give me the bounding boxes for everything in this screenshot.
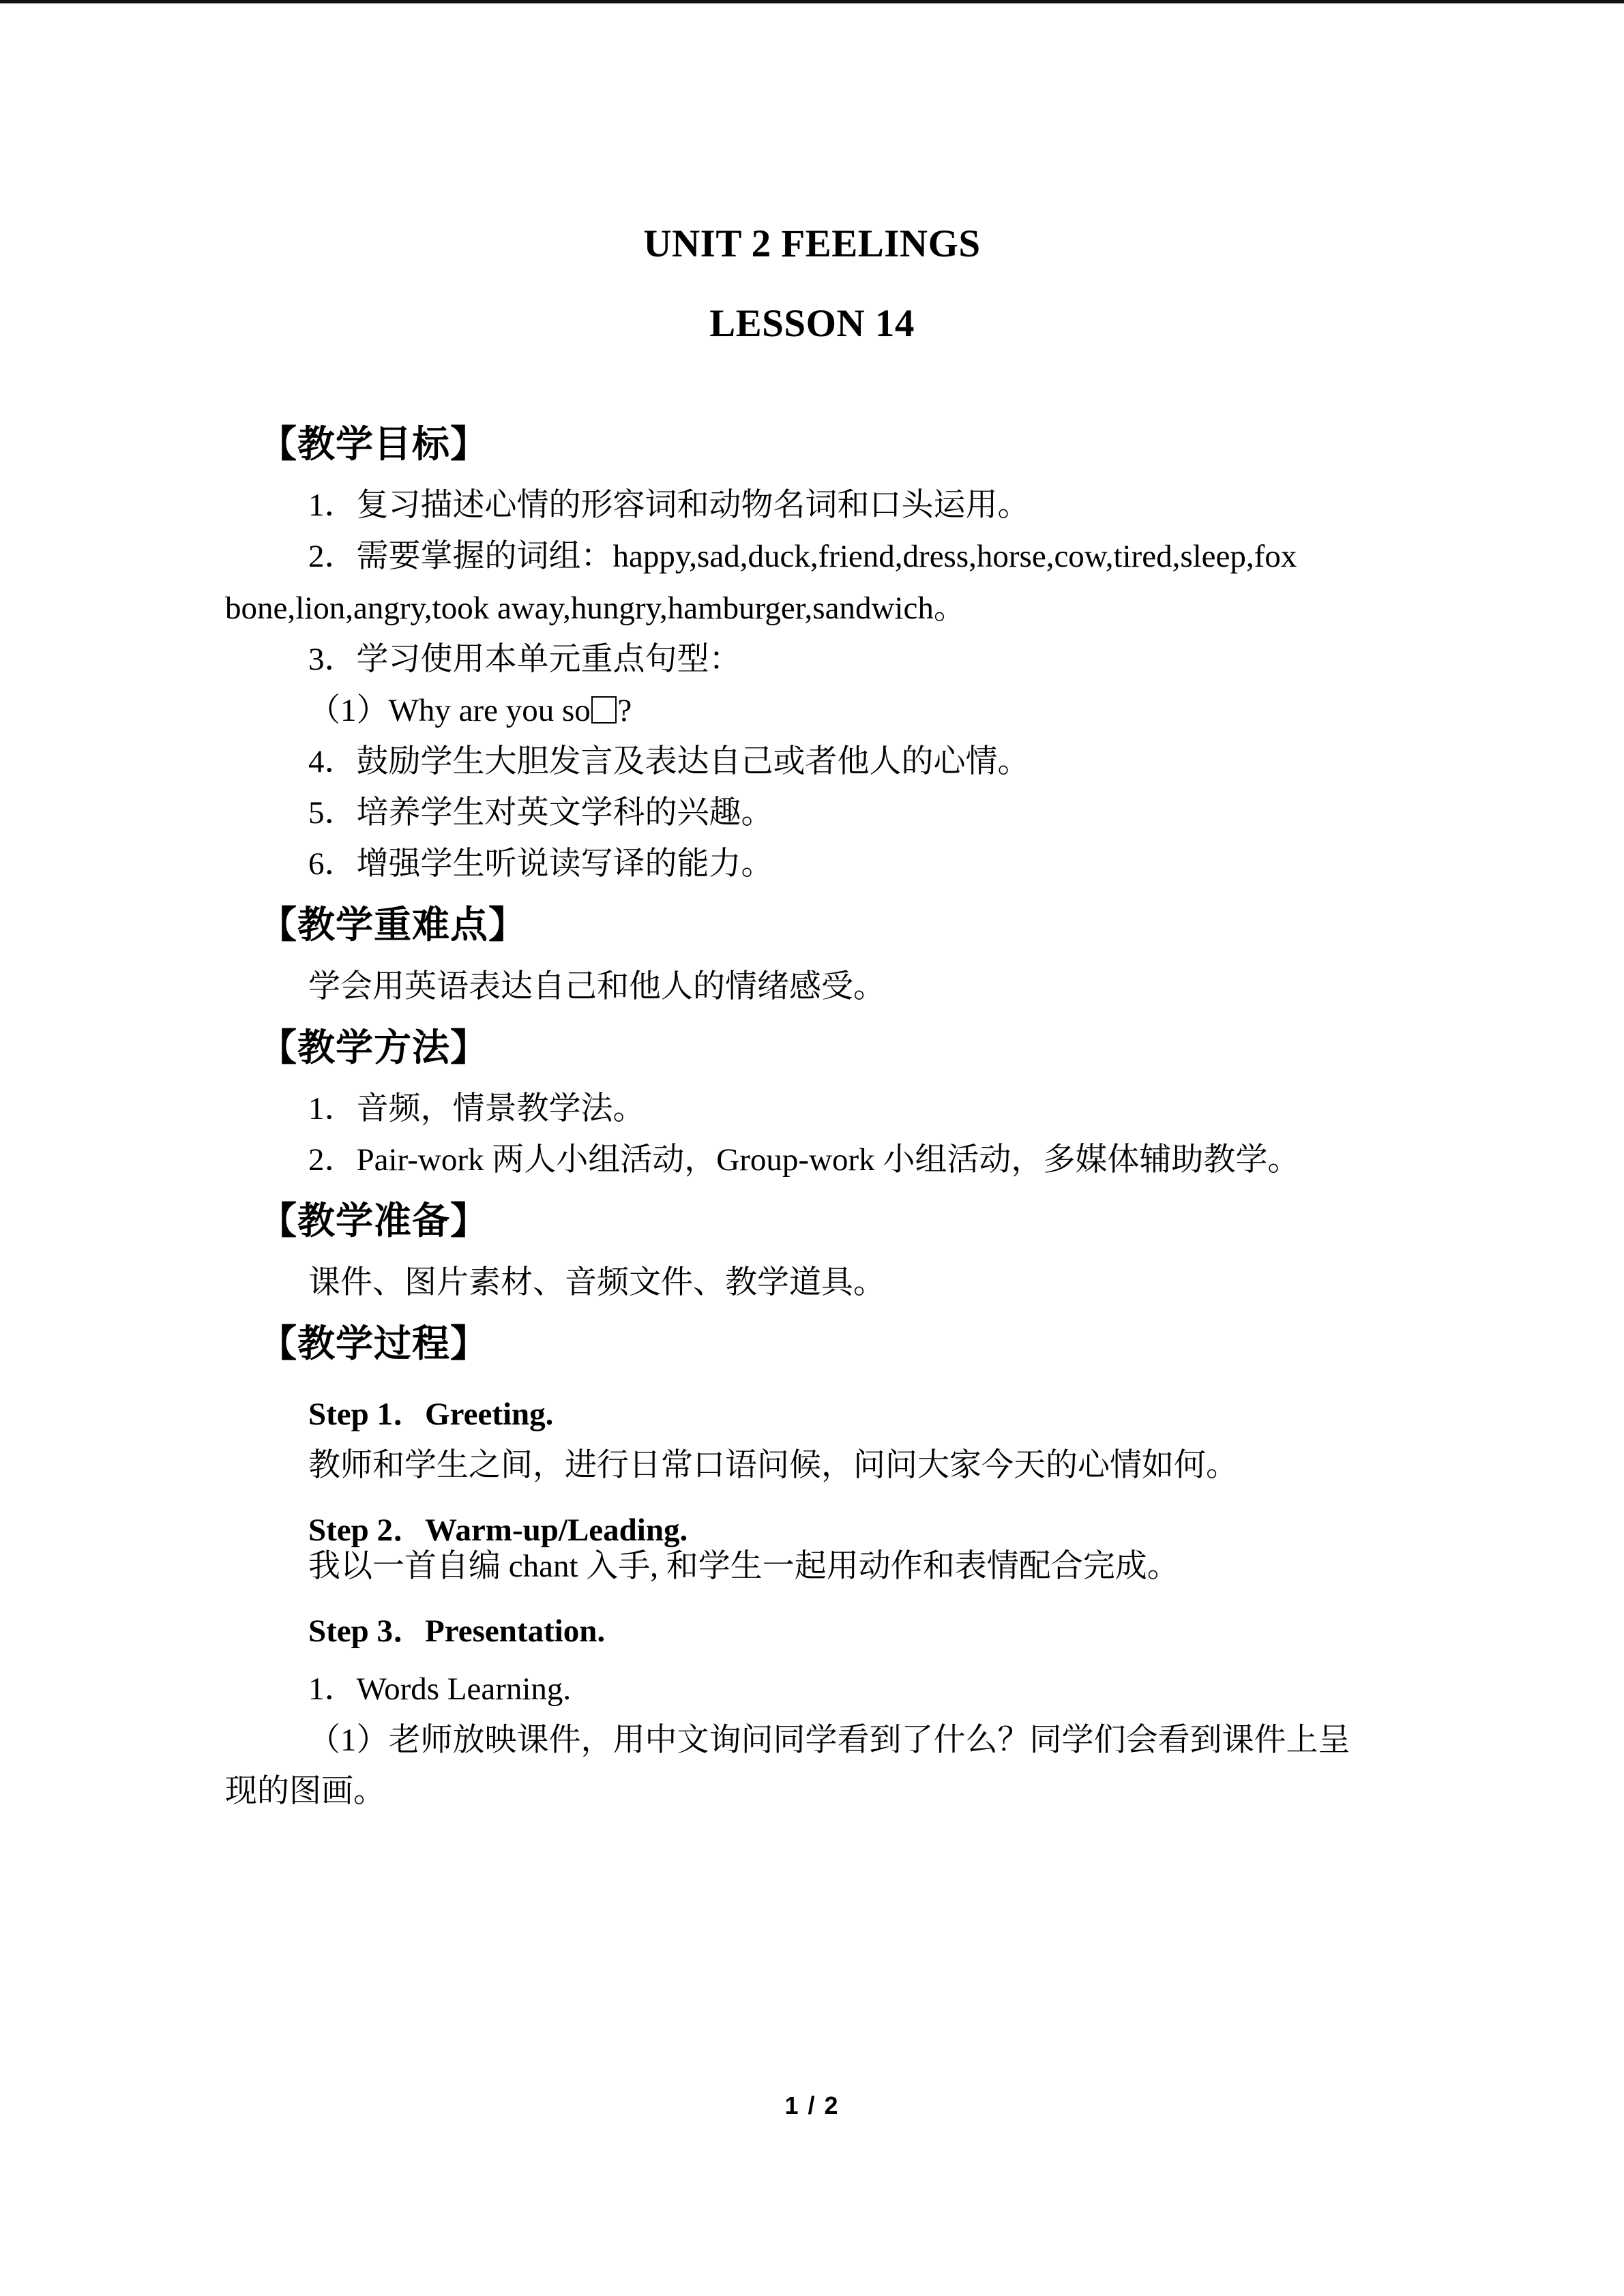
- document-title-unit: UNIT 2 FEELINGS: [643, 222, 981, 265]
- step-1-title: Step 1．Greeting.: [308, 1397, 554, 1433]
- step-3-paragraph-line-1: （1）老师放映课件，用中文询问同学看到了什么？同学们会看到课件上呈: [308, 1722, 1350, 1758]
- document-content: [0, 3, 1624, 1813]
- step-1-body: 教师和学生之间，进行日常口语问候，问问大家今天的心情如何。: [308, 1448, 1238, 1484]
- preparation-body: 课件、图片素材、音频文件、教学道具。: [308, 1264, 885, 1300]
- document-title-lesson: LESSON 14: [709, 302, 915, 345]
- missing-glyph-box: [591, 696, 617, 724]
- step-2-title: Step 2．Warm-up/Leading.: [308, 1512, 688, 1549]
- objective-item-2-continued: bone,lion,angry,took away,hungry,hamburger,sandwich。: [225, 590, 966, 626]
- key-points-body: 学会用英语表达自己和他人的情绪感受。: [308, 968, 885, 1004]
- sentence-pattern-prefix: （1）Why are you so: [308, 692, 591, 728]
- objective-item-4: 4．鼓励学生大胆发言及表达自己或者他人的心情。: [308, 743, 1030, 779]
- section-heading-methods: 【教学方法】: [259, 1026, 489, 1069]
- step-2-body: 我以一首自编 chant 入手, 和学生一起用动作和表情配合完成。: [308, 1548, 1179, 1584]
- section-heading-objectives: 【教学目标】: [259, 423, 489, 465]
- section-heading-key-points: 【教学重难点】: [259, 904, 527, 946]
- objective-item-5: 5．培养学生对英文学科的兴趣。: [308, 794, 773, 831]
- objective-item-6: 6．增强学生听说读写译的能力。: [308, 846, 773, 882]
- sentence-pattern-suffix: ?: [617, 692, 632, 728]
- objective-item-1: 1．复习描述心情的形容词和动物名词和口头运用。: [308, 488, 1030, 524]
- section-heading-preparation: 【教学准备】: [259, 1200, 489, 1242]
- objective-item-3: 3．学习使用本单元重点句型：: [308, 641, 741, 677]
- objective-item-3-sentence-pattern: [0, 690, 1624, 732]
- objective-item-2: 2．需要掌握的词组：happy,sad,duck,friend,dress,horse,cow,tired,sleep,fox: [308, 539, 1297, 575]
- step-3-sub-item-words-learning: 1．Words Learning.: [308, 1671, 572, 1707]
- step-3-title: Step 3．Presentation.: [308, 1613, 606, 1649]
- step-3-paragraph-line-2: 现的图画。: [225, 1773, 385, 1809]
- page-number-footer: 1 / 2: [784, 2091, 840, 2119]
- section-heading-process: 【教学过程】: [259, 1322, 489, 1365]
- method-item-1: 1．音频，情景教学法。: [308, 1091, 645, 1127]
- method-item-2: 2．Pair-work 两人小组活动，Group-work 小组活动，多媒体辅助教学。: [308, 1142, 1300, 1178]
